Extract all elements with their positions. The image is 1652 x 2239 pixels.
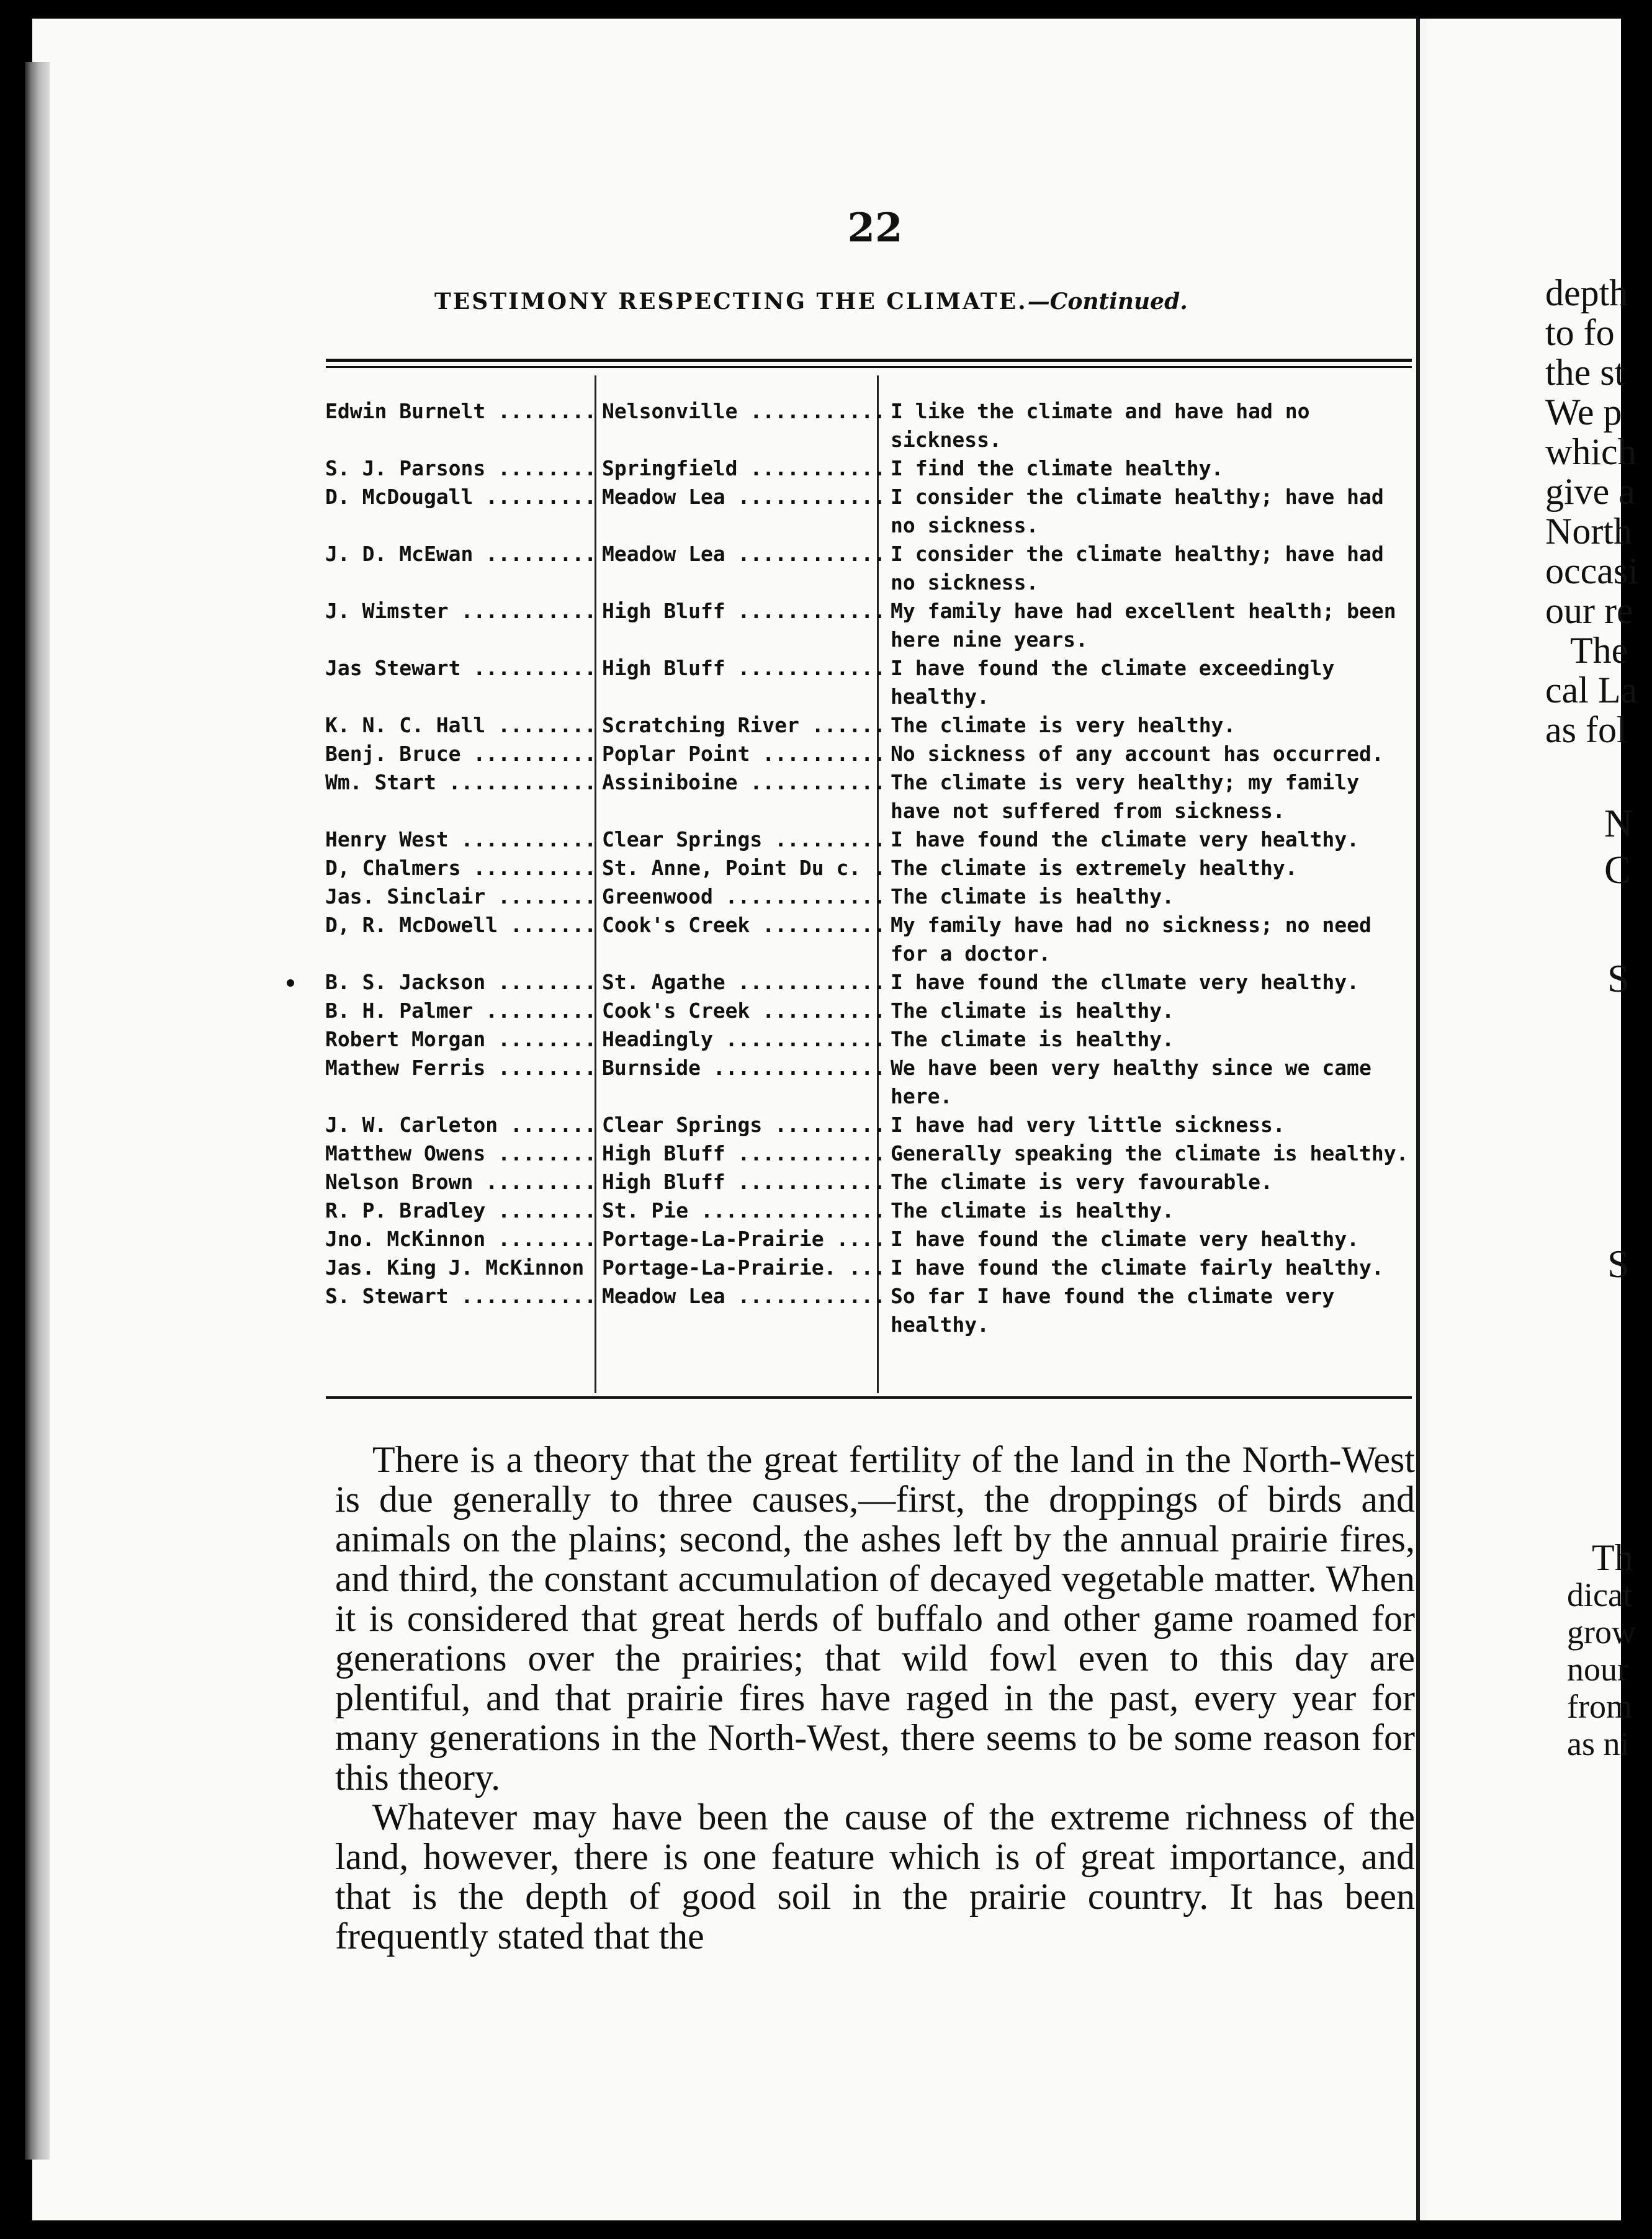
table-row (323, 911, 1418, 968)
right-fragment-s1: S (1607, 956, 1630, 1000)
name-text: R. P. Bradley ..... (325, 1196, 598, 1225)
right-fragment-line: our re (1545, 590, 1633, 631)
cell-remark (884, 768, 1418, 825)
body-text (335, 1440, 1415, 1956)
cell-name (323, 1025, 598, 1054)
place-text: Meadow Lea ..... (602, 483, 884, 511)
table-row (323, 397, 1418, 454)
right-fragment-line: occasi (1545, 550, 1638, 591)
paragraph-1: There is a theory that the great fertility of the land in the North-West is due generally to three causes,—first, the droppings of birds and animals on the plains; second, the ashes left by the annual prairie fires, and third, the constant accumulation of decayed vegetable matter. When it is considered that great herds of buffalo and other game roamed for generations over the prairies; that wild fowl even to this day are plentiful, and that prairie fires have raged in the past, every year for many generations in the North-West, there seems to be some reason for this theory. (335, 1439, 1415, 1798)
cell-place (598, 397, 884, 454)
table-row (323, 1054, 1418, 1111)
table-row (323, 740, 1418, 768)
cell-name (323, 1111, 598, 1139)
cell-remark (884, 997, 1418, 1025)
name-text: Nelson Brown ..... (325, 1168, 598, 1196)
right-page-lower-text (1567, 1539, 1652, 1762)
cell-name (323, 882, 598, 911)
cell-name (323, 825, 598, 854)
cell-place (598, 1139, 884, 1168)
cell-name (323, 1225, 598, 1254)
cell-name (323, 654, 598, 711)
name-text: S. Stewart ..... (325, 1282, 598, 1311)
right-fragment-s2: S (1607, 1242, 1630, 1286)
cell-place (598, 768, 884, 825)
cell-place (598, 1168, 884, 1196)
cell-remark (884, 654, 1418, 711)
heading-continued: —Continued. (1027, 289, 1188, 315)
cell-place (598, 711, 884, 740)
remark-text: No sickness of any account has occurred. (891, 742, 1384, 766)
right-fragment-line: cal La (1545, 670, 1638, 711)
remark-text: I consider the climate healthy; have had no sickness. (891, 542, 1384, 595)
cell-place (598, 1111, 884, 1139)
right-fragment-line: grow (1567, 1613, 1636, 1651)
place-text: High Bluff ..... (602, 1168, 884, 1196)
cell-remark (884, 882, 1418, 911)
remark-text: The climate is extremely healthy. (891, 856, 1298, 880)
remark-text: I consider the climate healthy; have had no sickness. (891, 485, 1384, 537)
table-row (323, 768, 1418, 825)
right-fragment-line: give a (1545, 471, 1635, 512)
cell-place (598, 654, 884, 711)
remark-text: The climate is very healthy; my family have not suffered from sickness. (891, 770, 1359, 823)
place-text: St. Anne, Point Du c. ..... (602, 854, 884, 882)
table-row (323, 854, 1418, 882)
cell-remark (884, 1282, 1418, 1339)
cell-name (323, 597, 598, 654)
table-heading (434, 289, 1303, 315)
cell-place (598, 1054, 884, 1111)
name-text: Edwin Burnelt ..... (325, 397, 598, 426)
name-text: Wm. Start ..... (325, 768, 598, 797)
remark-text: So far I have found the climate very healthy. (891, 1284, 1335, 1337)
right-fragment-line: nour (1567, 1651, 1628, 1688)
name-text: K. N. C. Hall ..... (325, 711, 598, 740)
page-number: 22 (847, 205, 903, 251)
place-text: Cook's Creek ..... (602, 997, 884, 1025)
cell-remark (884, 1054, 1418, 1111)
cell-name (323, 1168, 598, 1196)
place-text: High Bluff ..... (602, 654, 884, 683)
table-row (323, 997, 1418, 1025)
cell-name (323, 1054, 598, 1111)
place-text: High Bluff ..... (602, 1139, 884, 1168)
paragraph-2: Whatever may have been the cause of the extreme richness of the land, however, there is one feature which is of great importance, and that is the depth of good soil in the prairie country. It has been frequently stated that the (335, 1797, 1415, 1957)
remark-text: We have been very healthy since we came here. (891, 1056, 1371, 1108)
table-row (323, 1025, 1418, 1054)
cell-place (598, 454, 884, 483)
place-text: Greenwood ..... (602, 882, 884, 911)
cell-place (598, 1196, 884, 1225)
right-fragment-c: C (1604, 848, 1631, 892)
cell-remark (884, 1225, 1418, 1254)
cell-place (598, 1282, 884, 1339)
remark-text: The climate is healthy. (891, 1198, 1174, 1223)
cell-remark (884, 454, 1418, 483)
cell-place (598, 968, 884, 997)
cell-remark (884, 968, 1418, 997)
name-text: D, R. McDowell ..... (325, 911, 598, 940)
cell-place (598, 540, 884, 597)
right-page-upper-text (1545, 273, 1652, 750)
cell-name (323, 768, 598, 825)
cell-name (323, 454, 598, 483)
remark-text: I have found the climate very healthy. (891, 1227, 1359, 1251)
name-text: J. Wimster ..... (325, 597, 598, 626)
name-text: B. H. Palmer ..... (325, 997, 598, 1025)
cell-name (323, 854, 598, 882)
remark-text: I have found the cllmate very healthy. (891, 970, 1359, 994)
name-text: Jno. McKinnon ..... (325, 1225, 598, 1254)
cell-place (598, 997, 884, 1025)
cell-name (323, 911, 598, 968)
cell-remark (884, 1168, 1418, 1196)
place-text: St. Agathe ..... (602, 968, 884, 997)
cell-remark (884, 1196, 1418, 1225)
table-top-rule-thin (326, 366, 1412, 368)
name-text: Benj. Bruce ..... (325, 740, 598, 768)
table-row (323, 1139, 1418, 1168)
table-row (323, 454, 1418, 483)
remark-text: My family have had excellent health; been here nine years. (891, 599, 1396, 652)
cell-name (323, 1139, 598, 1168)
cell-name (323, 1254, 598, 1282)
right-fragment-line: which (1545, 431, 1636, 472)
cell-place (598, 740, 884, 768)
cell-remark (884, 854, 1418, 882)
name-text: Henry West ..... (325, 825, 598, 854)
cell-remark (884, 597, 1418, 654)
cell-name (323, 711, 598, 740)
place-text: Clear Springs ..... (602, 825, 884, 854)
cell-name (323, 1196, 598, 1225)
remark-text: The climate is very healthy. (891, 713, 1236, 737)
table-row (323, 1254, 1418, 1282)
place-text: Assiniboine ..... (602, 768, 884, 797)
place-text: Clear Springs ..... (602, 1111, 884, 1139)
place-text: Springfield ..... (602, 454, 884, 483)
place-text: Scratching River ..... (602, 711, 884, 740)
cell-name (323, 483, 598, 540)
table-row (323, 540, 1418, 597)
name-text: Jas. Sinclair ..... (325, 882, 598, 911)
cell-place (598, 854, 884, 882)
place-text: Burnside ..... (602, 1054, 884, 1082)
place-text: Nelsonville ..... (602, 397, 884, 426)
right-fragment-line: Th (1592, 1537, 1633, 1578)
name-text: Jas. King J. McKinnon ..... (325, 1254, 598, 1282)
table-row (323, 1225, 1418, 1254)
cell-remark (884, 1139, 1418, 1168)
table-row (323, 1196, 1418, 1225)
remark-text: I like the climate and have had no sickness. (891, 399, 1310, 452)
testimony-table (323, 397, 1418, 1339)
remark-text: I have found the climate fairly healthy. (891, 1255, 1384, 1280)
remark-text: My family have had no sickness; no need for a doctor. (891, 913, 1371, 966)
remark-text: The climate is healthy. (891, 998, 1174, 1023)
table-bottom-rule (326, 1396, 1412, 1399)
place-text: Portage-La-Prairie ..... (602, 1225, 884, 1254)
place-text: Portage-La-Prairie. ..... (602, 1254, 884, 1282)
right-fragment-line: We p (1545, 392, 1622, 433)
right-fragment-n: N (1604, 801, 1633, 845)
cell-remark (884, 1111, 1418, 1139)
right-fragment-line: North (1545, 511, 1632, 552)
cell-remark (884, 1254, 1418, 1282)
remark-text: I have found the climate very healthy. (891, 827, 1359, 851)
right-fragment-line: as fol (1545, 709, 1627, 750)
table-row (323, 654, 1418, 711)
name-text: D, Chalmers ..... (325, 854, 598, 882)
remark-text: I find the climate healthy. (891, 456, 1224, 480)
place-text: Meadow Lea ..... (602, 540, 884, 568)
place-text: Cook's Creek ..... (602, 911, 884, 940)
table-row (323, 1282, 1418, 1339)
cell-name (323, 1282, 598, 1339)
cell-place (598, 597, 884, 654)
place-text: Meadow Lea ..... (602, 1282, 884, 1311)
margin-dot (287, 979, 294, 987)
table-row (323, 968, 1418, 997)
cell-place (598, 1254, 884, 1282)
cell-name (323, 540, 598, 597)
cell-name (323, 997, 598, 1025)
cell-place (598, 825, 884, 854)
right-fragment-line: depth (1545, 272, 1628, 313)
name-text: D. McDougall ..... (325, 483, 598, 511)
place-text: High Bluff ..... (602, 597, 884, 626)
name-text: J. D. McEwan ..... (325, 540, 598, 568)
remark-text: The climate is healthy. (891, 1027, 1174, 1051)
name-text: Robert Morgan ..... (325, 1025, 598, 1054)
name-text: S. J. Parsons ..... (325, 454, 598, 483)
name-text: B. S. Jackson ..... (325, 968, 598, 997)
remark-text: The climate is healthy. (891, 884, 1174, 909)
cell-name (323, 397, 598, 454)
cell-place (598, 1025, 884, 1054)
cell-place (598, 483, 884, 540)
table-row (323, 882, 1418, 911)
remark-text: Generally speaking the climate is healthy. (891, 1141, 1409, 1165)
table-row (323, 597, 1418, 654)
table-top-rule (326, 359, 1412, 362)
cell-place (598, 882, 884, 911)
heading-title: TESTIMONY RESPECTING THE CLIMATE. (434, 289, 1028, 315)
right-fragment-line: the st (1545, 352, 1625, 393)
name-text: Matthew Owens ..... (325, 1139, 598, 1168)
table-row (323, 483, 1418, 540)
name-text: Jas Stewart ..... (325, 654, 598, 683)
cell-place (598, 1225, 884, 1254)
cell-remark (884, 825, 1418, 854)
cell-remark (884, 540, 1418, 597)
cell-place (598, 911, 884, 968)
right-fragment-line: as ni (1567, 1725, 1630, 1762)
book-binding-edge (25, 62, 50, 2160)
cell-remark (884, 397, 1418, 454)
right-fragment-line: to fo (1545, 312, 1615, 353)
name-text: Mathew Ferris ..... (325, 1054, 598, 1082)
right-fragment-line: The (1570, 630, 1628, 671)
cell-name (323, 740, 598, 768)
place-text: Headingly ..... (602, 1025, 884, 1054)
remark-text: I have had very little sickness. (891, 1113, 1285, 1137)
place-text: St. Pie ..... (602, 1196, 884, 1225)
right-fragment-line: dicat (1567, 1576, 1632, 1613)
name-text: J. W. Carleton ..... (325, 1111, 598, 1139)
cell-name (323, 968, 598, 997)
table-row (323, 1168, 1418, 1196)
cell-remark (884, 740, 1418, 768)
cell-remark (884, 1025, 1418, 1054)
cell-remark (884, 911, 1418, 968)
table-row (323, 711, 1418, 740)
remark-text: I have found the climate exceedingly healthy. (891, 656, 1335, 709)
cell-remark (884, 711, 1418, 740)
right-fragment-line: from (1567, 1688, 1632, 1725)
remark-text: The climate is very favourable. (891, 1170, 1273, 1194)
cell-remark (884, 483, 1418, 540)
place-text: Poplar Point ..... (602, 740, 884, 768)
table-row (323, 825, 1418, 854)
table-row (323, 1111, 1418, 1139)
